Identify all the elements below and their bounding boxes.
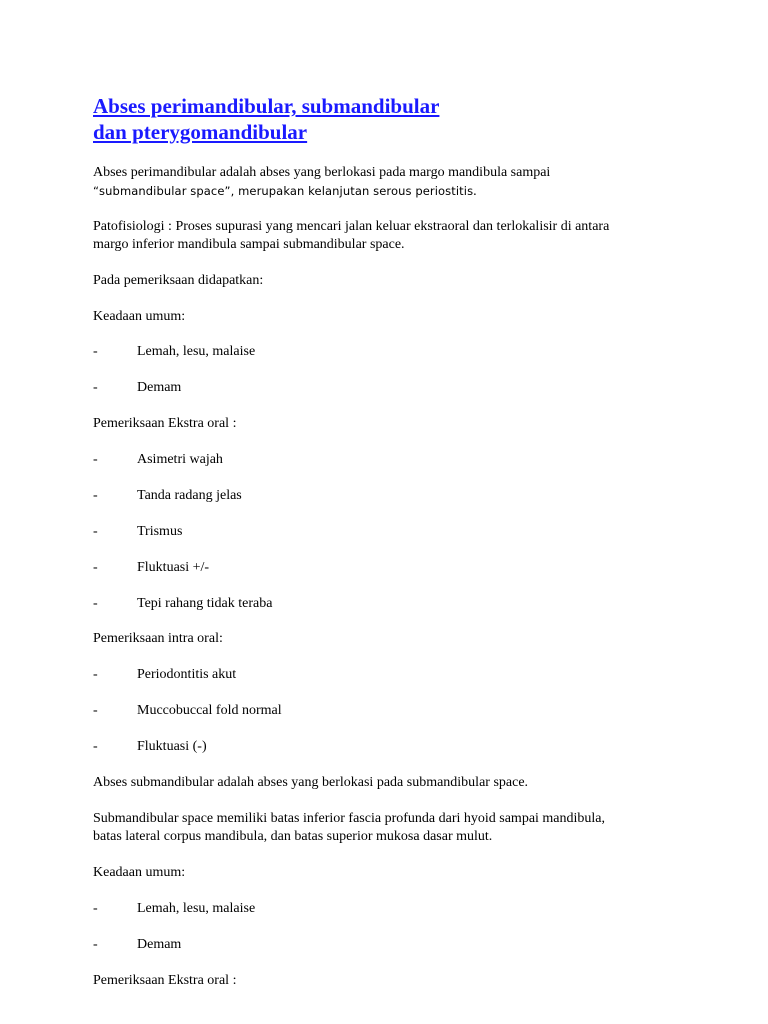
heading-keadaan-umum: Keadaan umum: [93,865,186,880]
list-item-text: Tepi rahang tidak teraba [137,596,273,611]
list-bullet: - [93,703,98,718]
list-item-text: Fluktuasi +/- [137,560,210,575]
list-bullet: - [93,488,98,503]
paragraph-patofisiologi [93,218,609,254]
paragraph-line: Abses perimandibular adalah abses yang berlokasi pada margo mandibula sampai [93,165,551,180]
list-item-text: Asimetri wajah [137,452,223,467]
list-item-text: Trismus [137,524,183,539]
paragraph-fragment: . [473,184,477,199]
paragraph-submandibular-space [93,810,605,846]
list-item-text: Fluktuasi (-) [137,739,207,754]
paragraph-line [93,182,550,201]
list-item-text: Demam [137,937,182,952]
title-line-2: dan pterygomandibular [93,120,308,144]
document-title [93,93,439,145]
paragraph-line: batas lateral corpus mandibula, dan batas superior mukosa dasar mulut. [93,829,493,844]
list-bullet: - [93,667,98,682]
list-bullet: - [93,524,98,539]
list-bullet: - [93,596,98,611]
list-item-text: Demam [137,380,182,395]
paragraph-line: margo inferior mandibula sampai submandibular space. [93,237,405,252]
list-item-text: Lemah, lesu, malaise [137,901,256,916]
heading-pemeriksaan-ekstra-oral: Pemeriksaan Ekstra oral : [93,973,237,988]
list-item-text: Tanda radang jelas [137,488,242,503]
paragraph-line: Submandibular space memiliki batas inferior fascia profunda dari hyoid sampai mandibula, [93,811,606,826]
heading-keadaan-umum: Keadaan umum: [93,309,186,324]
list-bullet: - [93,937,98,952]
list-bullet: - [93,452,98,467]
list-item-text: Periodontitis akut [137,667,237,682]
list-bullet: - [93,901,98,916]
heading-pemeriksaan-ekstra-oral: Pemeriksaan Ekstra oral : [93,416,237,431]
list-bullet: - [93,344,98,359]
list-item-text: Lemah, lesu, malaise [137,344,256,359]
list-bullet: - [93,380,98,395]
list-bullet: - [93,739,98,754]
paragraph-perimandibular-definition [93,164,550,201]
list-item-text: Muccobuccal fold normal [137,703,282,718]
list-bullet: - [93,560,98,575]
paragraph-line: Patofisiologi : Proses supurasi yang mencari jalan keluar ekstraoral dan terlokalisir di antara [93,219,610,234]
heading-pemeriksaan-intra-oral: Pemeriksaan intra oral: [93,631,223,646]
paragraph-fragment: “submandibular space”, merupakan kelanjutan serous periostitis [93,184,474,198]
paragraph-submandibular-definition: Abses submandibular adalah abses yang berlokasi pada submandibular space. [93,775,529,790]
paragraph-pemeriksaan-intro: Pada pemeriksaan didapatkan: [93,273,264,288]
title-line-1: Abses perimandibular, submandibular [93,94,440,118]
